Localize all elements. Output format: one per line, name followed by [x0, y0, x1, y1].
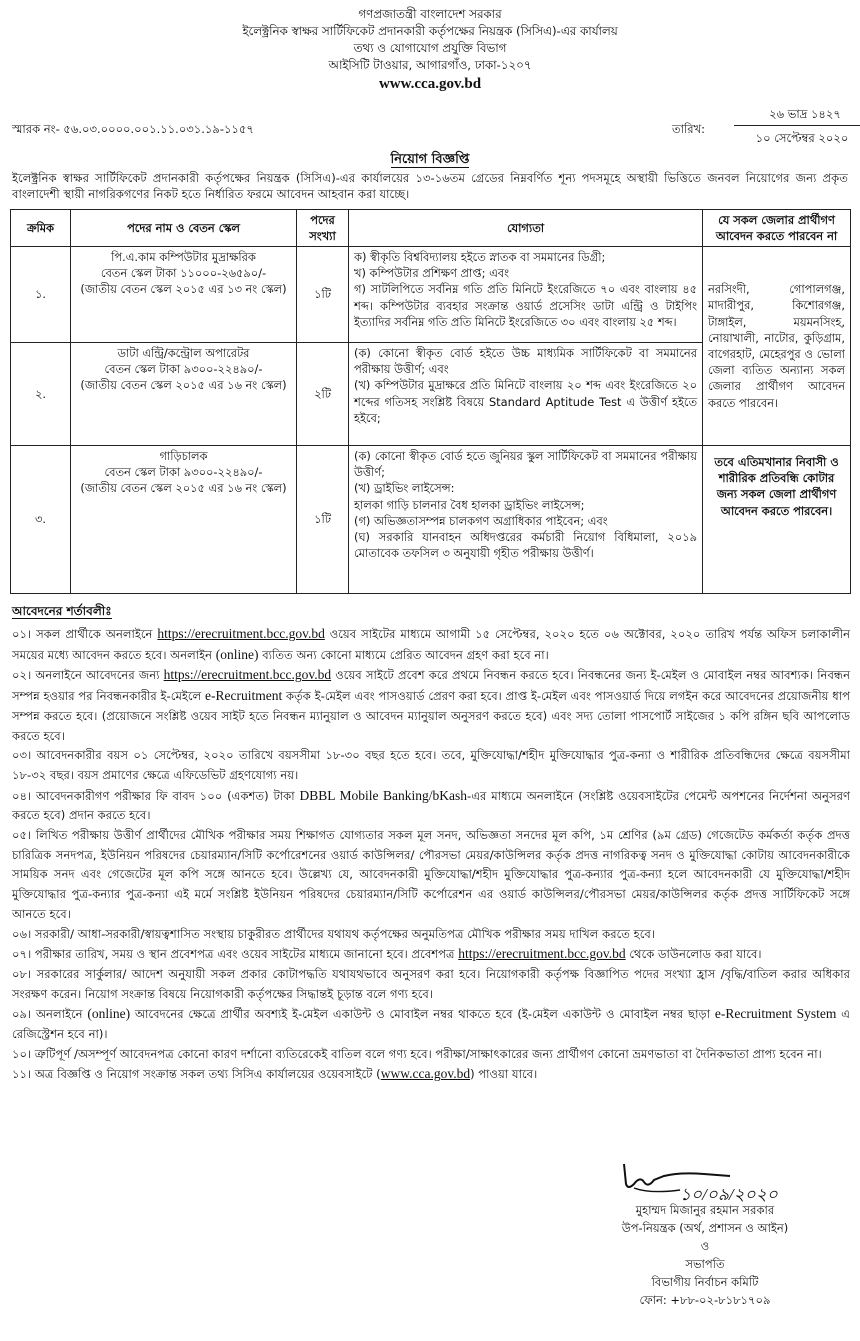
conditions-title [12, 603, 112, 620]
qualification-item: (ক) কোনো স্বীকৃত বোর্ড হইতে উচ্চ মাধ্যমিক সার্টিফিকেট বা সমমানের পরীক্ষায় উত্তীর্ণ; এবং [354, 346, 697, 377]
date-bangla: ২৬ ভাদ্র ১৪২৭ [769, 107, 841, 121]
condition-text: ) পাওয়া যাবে। [470, 1067, 538, 1082]
post-name: ডাটা এন্ট্রি/কন্ট্রোল অপারেটর [117, 346, 250, 360]
condition-text: ০৯। অনলাইনে [12, 1007, 88, 1022]
date-label: তারিখ: [672, 122, 706, 136]
office-address: আইসিটি টাওয়ার, আগারগাঁও, ঢাকা-১২০৭ [328, 58, 532, 72]
row-post [71, 343, 297, 446]
row-qualification [349, 247, 703, 343]
row-post [71, 446, 297, 594]
signatory-role: সভাপতি [685, 1257, 725, 1271]
row-serial: ৩. [11, 446, 71, 594]
signatory-and: ও [700, 1239, 710, 1253]
header-qualification: যোগ্যতা [349, 210, 703, 247]
online-term: (online) [87, 1006, 131, 1022]
post-pay: বেতন স্কেল টাকা ১১০০০-২৬৫৯০/- [100, 266, 267, 281]
header-post: পদের নাম ও বেতন স্কেল [71, 210, 297, 247]
qualification-item: (ঘ) সরকারি যানবাহন অধিদপ্তরের কর্মচারী নিয়োগ বিধিমালা, ২০১৯ মোতাবেক তফসিল ৩ অনুযায়ী গৃহীত পরীক্ষায় উত্তীর্ণ। [354, 529, 697, 561]
row-count: ১টি [297, 247, 349, 343]
post-pay: বেতন স্কেল টাকা ৯৩০০-২২৪৯০/- [104, 465, 263, 480]
table-row [11, 247, 851, 343]
qualification-item: হালকা গাড়ি চালনার বৈধ হালকা ড্রাইভিং লাইসেন্স; [354, 497, 585, 512]
signatory-phone: ফোন: +৮৮-০২-৮১৮১৭০৯ [639, 1293, 771, 1307]
condition-item [12, 786, 850, 826]
date-divider [734, 125, 860, 126]
office-name: ইলেক্ট্রনিক স্বাক্ষর সার্টিফিকেট প্রদানকারী কর্তৃপক্ষের নিয়ন্ত্রক (সিসিএ)-এর কার্যালয় [242, 24, 618, 38]
conditions-title-text: আবেদনের শর্তাবলীঃ [12, 604, 112, 618]
erecruitment-link[interactable]: https://erecruitment.bcc.gov.bd [157, 626, 325, 641]
qualification-item: (খ) কম্পিউটার মুদ্রাক্ষরে প্রতি মিনিটে বাংলায় ২০ শব্দ এবং ইংরেজিতে ২০ শব্দের গতিসহ সংশ্লিষ্ট বিষয়ে Standard Aptitude Test এ উত্তীর্ণ হইতে হইবে; [354, 378, 697, 425]
condition-text: ০১। সকল প্রার্থীকে অনলাইনে [12, 627, 158, 641]
govt-name: গণপ্রজাতন্ত্রী বাংলাদেশ সরকার [358, 7, 502, 21]
condition-text: ওয়েব সাইটে প্রবেশ করে প্রথমে নিবন্ধন করতে হবে। নিবন্ধনের জন্য ই-মেইল ও মোবাইল নম্বর আবশ্যক। নিবন্ধন সম্পন্ন হওয়ার পর নিবন্ধনকারীর ই-মেইলে [12, 668, 851, 704]
notice-title [0, 151, 860, 169]
condition-text: ১১। অত্র বিজ্ঞপ্তি ও নিয়োগ সংক্রান্ত সকল তথ্য সিসিএ কার্যালয়ের ওয়েবসাইটে ( [12, 1067, 381, 1082]
erecruitment-link[interactable]: https://erecruitment.bcc.gov.bd [458, 946, 626, 962]
header-count: পদের সংখ্যা [297, 210, 349, 247]
condition-item [12, 944, 850, 965]
quota-note: তবে এতিমখানার নিবাসী ও শারীরিক প্রতিবন্ধি কোটার জন্য সকল জেলা প্রার্থীগণ আবেদন করতে পারবেন। [703, 446, 851, 594]
condition-text: আবেদনের ক্ষেত্রে প্রার্থীর অবশ্যই ই-মেইল একাউন্ট ও মোবাইল নম্বর থাকতে হবে (ই-মেইল একাউন্ট ও মোবাইল নম্বর ছাড়া [130, 1007, 715, 1022]
condition-item [12, 1004, 850, 1044]
signature-date: ১০/০৯/২০২০ [680, 1185, 778, 1204]
condition-item: ০৮। সরকারের সার্কুলার/ আদেশ অনুযায়ী সকল প্রকার কোটাপদ্ধতি যথাযথভাবে অনুসরণ করা হবে। নিয়োগকারী কর্তৃপক্ষ বিজ্ঞাপিত পদের সংখ্যা হ্রাস /বৃদ্ধি/বাতিল করার অধিকার সংরক্ষণ করেন। নিয়োগ সংক্রান্ত বিষয়ে নিয়োগকারী কর্তৃপক্ষের সিদ্ধান্তই চূড়ান্ত বলে গণ্য হবে। [12, 966, 850, 1001]
condition-text: ব্যতিত অন্য কোনো মাধ্যমে প্রেরিত আবেদন গ্রহণ করা হবে না। [258, 647, 549, 662]
post-scale: (জাতীয় বেতন স্কেল ২০১৫ এর ১৬ নং স্কেল) [80, 481, 287, 496]
row-count: ২টি [297, 343, 349, 446]
condition-item: ০৬। সরকারী/ আধা-সরকারী/স্বায়ত্বশাসিত সংস্থায় চাকুরীরত প্রার্থীদের যথাযথ কর্তৃপক্ষের অনুমতিপত্র মৌখিক পরীক্ষার সময় দাখিল করতে হবে। [12, 926, 655, 941]
qualification-item: (খ) ড্রাইভিং লাইসেন্স: [354, 481, 455, 496]
condition-text: ০২। অনলাইনে আবেদনের জন্য [12, 668, 164, 683]
post-pay: বেতন স্কেল টাকা ৯৩০০-২২৪৯০/- [104, 362, 263, 377]
intro-paragraph: ইলেক্ট্রনিক স্বাক্ষর সার্টিফিকেট প্রদানকারী কর্তৃপক্ষের নিয়ন্ত্রক (সিসিএ)-এর কার্যালয়ের ১৩-১৬তম গ্রেডের নিম্নবর্ণিত শূন্য পদসমূহে অস্থায়ী ভিত্তিতে জনবল নিয়োগের জন্য প্রকৃত বাংলাদেশী স্থায়ী নাগরিকগণের নিকট হতে নির্ধারিত ফরমে আবেদন আহবান করা যাচ্ছে। [12, 171, 848, 202]
row-count: ১টি [297, 446, 349, 594]
condition-item [12, 624, 850, 665]
office-website[interactable]: www.cca.gov.bd [378, 76, 482, 92]
row-post [71, 247, 297, 343]
condition-text: ০৪। আবেদনকারীগণ পরীক্ষার ফি বাবদ ১০০ (একশত) টাকা [12, 788, 300, 803]
post-scale: (জাতীয় বেতন স্কেল ২০১৫ এর ১৩ নং স্কেল) [80, 282, 287, 297]
row-qualification [349, 343, 703, 446]
erecruitment-term: e-Recruitment [204, 688, 283, 704]
qualification-item: খ) কম্পিউটার প্রশিক্ষণ প্রাপ্ত; এবং [354, 266, 510, 281]
signatory-designation: উপ-নিয়ন্ত্রক (অর্থ, প্রশাসন ও আইন) [621, 1221, 789, 1235]
condition-text: কর্তৃক ই-মেইল এবং পাসওয়ার্ড প্রেরণ করা হবে। প্রাপ্ত ই-মেইল এবং পাসওয়ার্ড দিয়ে লগইন করে আবেদনের প্রয়োজনীয় ধাপ সম্পন্ন করতে হবে। (প্রয়োজনে সংশ্লিষ্ট ওয়েব সাইট হতে নিবন্ধন ম্যানুয়াল ও আবেদন ম্যানুয়াল অনুসরণ করতে হবে) এবং সদ্য তোলা পাসপোর্ট সাইজের ১ কপি রঙ্গিন ছবি আপলোড করতে হবে। [12, 689, 850, 743]
payment-method: DBBL Mobile Banking/bKash [299, 787, 468, 803]
condition-text: এ রেজিস্ট্রেশন হবে না)। [12, 1007, 850, 1042]
row-qualification [349, 446, 703, 594]
condition-text: থেকে ডাউনলোড করা যাবে। [625, 947, 762, 962]
post-name: গাড়িচালক [159, 449, 208, 463]
condition-item [12, 665, 850, 746]
header-districts: যে সকল জেলার প্রার্থীগণ আবেদন করতে পারবেন না [703, 210, 851, 247]
cca-website-link[interactable]: www.cca.gov.bd [380, 1066, 471, 1082]
erecruitment-system-term: e-Recruitment System [714, 1006, 837, 1022]
row-serial: ১. [11, 247, 71, 343]
memo-number: স্মারক নং- ৫৬.০৩.০০০০.০০১.১১.০৩১.১৯-১১৫৭ [12, 122, 254, 136]
conditions-list [12, 624, 850, 1085]
signatory-committee: বিভাগীয় নির্বাচন কমিটি [651, 1275, 759, 1289]
notice-title-text: নিয়োগ বিজ্ঞপ্তি [390, 152, 470, 167]
date-english: ১০ সেপ্টেম্বর ২০২০ [755, 131, 849, 145]
condition-text: ০৭। পরীক্ষার তারিখ, সময় ও স্থান প্রবেশপত্র এবং ওয়েব সাইটের মাধ্যমে জানানো হবে। প্রবেশপত্র [12, 947, 459, 962]
division-name: তথ্য ও যোগাযোগ প্রযুক্তি বিভাগ [353, 41, 507, 55]
signatory-block [560, 1202, 850, 1310]
qualification-item: (গ) অভিজ্ঞতাসম্পন্ন চালকগণ অগ্রাধিকার পাইবেন; এবং [354, 513, 608, 528]
post-scale: (জাতীয় বেতন স্কেল ২০১৫ এর ১৬ নং স্কেল) [80, 378, 287, 393]
qualification-item: (ক) কোনো স্বীকৃত বোর্ড হতে জুনিয়র স্কুল সার্টিফিকেট বা সমমানের পরীক্ষায় উত্তীর্ণ; [354, 449, 697, 480]
row-serial: ২. [11, 343, 71, 446]
condition-item: ০৩। আবেদনকারীর বয়স ০১ সেপ্টেম্বর, ২০২০ তারিখে বয়সসীমা ১৮-৩০ বছর হতে হবে। তবে, মুক্তিযোদ্ধা/শহীদ মুক্তিযোদ্ধার পুত্র-কন্যা ও শারীরিক প্রতিবন্ধিদের ক্ষেত্রে বয়সসীমা ১৮-৩২ বছর। বয়স প্রমাণের ক্ষেত্রে এফিডেভিট গ্রহণযোগ্য নয়। [12, 748, 850, 782]
condition-item: ১০। ত্রুটিপূর্ণ /অসম্পূর্ণ আবেদনপত্র কোনো কারণ দর্শানো ব্যতিরেকেই বাতিল বলে গণ্য হবে। পরীক্ষা/সাক্ষাৎকারের জন্য প্রার্থীগণ কোনো ভ্রমণভাতা বা দৈনিকভাতা প্রাপ্য হবেন না। [12, 1046, 822, 1061]
signatory-name: মুহাম্মদ মিজানুর রহমান সরকার [635, 1203, 775, 1217]
qualification-item: গ) সাটলিপিতে সর্বনিম্ন গতি প্রতি মিনিটে ইংরেজিতে ৭০ এবং বাংলায় ৪৫ শব্দ। কম্পিউটার ব্যবহার সংক্রান্ত ওয়ার্ড প্রসেসিং ডাটা এন্ট্রি ও টাইপিং ইত্যাদির সর্বনিম্ন গতি প্রতি মিনিটে ইংরেজিতে ৩০ এবং বাংলায় ২৫ শব্দ। [354, 282, 697, 329]
header-serial: ক্রমিক [11, 210, 71, 247]
online-term: (online) [215, 646, 259, 662]
post-name: পি.এ.কাম কম্পিউটার মুদ্রাক্ষরিক [111, 250, 256, 264]
handwritten-signature [620, 1150, 800, 1210]
qualification-item: ক) স্বীকৃতি বিশ্ববিদ্যালয় হইতে স্নাতক বা সমমানের ডিগ্রী; [354, 250, 606, 264]
letterhead [0, 6, 860, 94]
condition-text: -এর মাধ্যমে অনলাইনে (সংশ্লিষ্ট ওয়েবসাইটের পেমেন্ট অপশনের নির্দেশনা অনুসরণ করতে হবে) প্রদান করতে হবে। [12, 788, 851, 823]
district-restriction-note: নরসিংদী, গোপালগঞ্জ, মাদারীপুর, কিশোরগঞ্জ, টাঙ্গাইল, ময়মনসিংহ, নোয়াখালী, নাটোর, কুড়িগ্রাম, বাগেরহাট, মেহেরপুর ও ভোলা জেলা ব্যতিত অন্যান্য সকল জেলার প্রার্থীগণ আবেদন করতে পারবেন। [703, 247, 851, 446]
condition-item: ০৫। লিখিত পরীক্ষায় উত্তীর্ণ প্রার্থীদের মৌখিক পরীক্ষার সময় শিক্ষাগত যোগ্যতার সকল মূল সনদ, অভিজ্ঞতা সনদের মূল কপি, ১ম শ্রেণির (৯ম গ্রেড) গেজেটেড কর্মকর্তা কর্তৃক প্রদত্ত চারিত্রিক সনদপত্র, ইউনিয়ন পরিষদের চেয়ারম্যান/সিটি কর্পোরেশনের ওয়ার্ড কাউন্সিলর/ পৌরসভা মেয়র/কাউন্সিলর কর্তৃক প্রদত্ত নাগরিকত্ব সনদ ও মুক্তিযোদ্ধা কোটায় আবেদনকারীকে সাময়িক সনদ এবং গেজেটের মূল কপি সঙ্গে আনতে হবে। উল্লেখ্য যে, আবেদনকারী মুক্তিযোদ্ধা/শহীদ মুক্তিযোদ্ধার পুত্র-কন্যার পুত্র-কন্যা হলে আবেদনকারী যে মুক্তিযোদ্ধা/শহীদ মুক্তিযোদ্ধার পুত্র-কন্যার পুত্র-কন্যা এই মর্মে সংশ্লিষ্ট ইউনিয়ন পরিষদের চেয়ারম্যান/সিটি কর্পোরেশন এর ওয়ার্ড কাউন্সিলর/পৌরসভা মেয়র/কাউন্সিলর কর্তৃক প্রদত্ত সার্টিফিকেট সঙ্গে আনতে হবে। [12, 828, 850, 921]
condition-item [12, 1064, 850, 1085]
erecruitment-link[interactable]: https://erecruitment.bcc.gov.bd [163, 667, 332, 683]
vacancy-table [10, 209, 851, 594]
condition-text: ওয়েব সাইটের মাধ্যমে আগামী ১৫ সেপ্টেম্বর, ২০২০ হতে ০৬ অক্টোবর, ২০২০ তারিখ পর্যন্ত অফিস চলাকালীন সময়ের মধ্যে আবেদন করতে হবে। অনলাইন [12, 627, 850, 662]
table-header-row [11, 210, 851, 247]
table-row [11, 446, 851, 594]
